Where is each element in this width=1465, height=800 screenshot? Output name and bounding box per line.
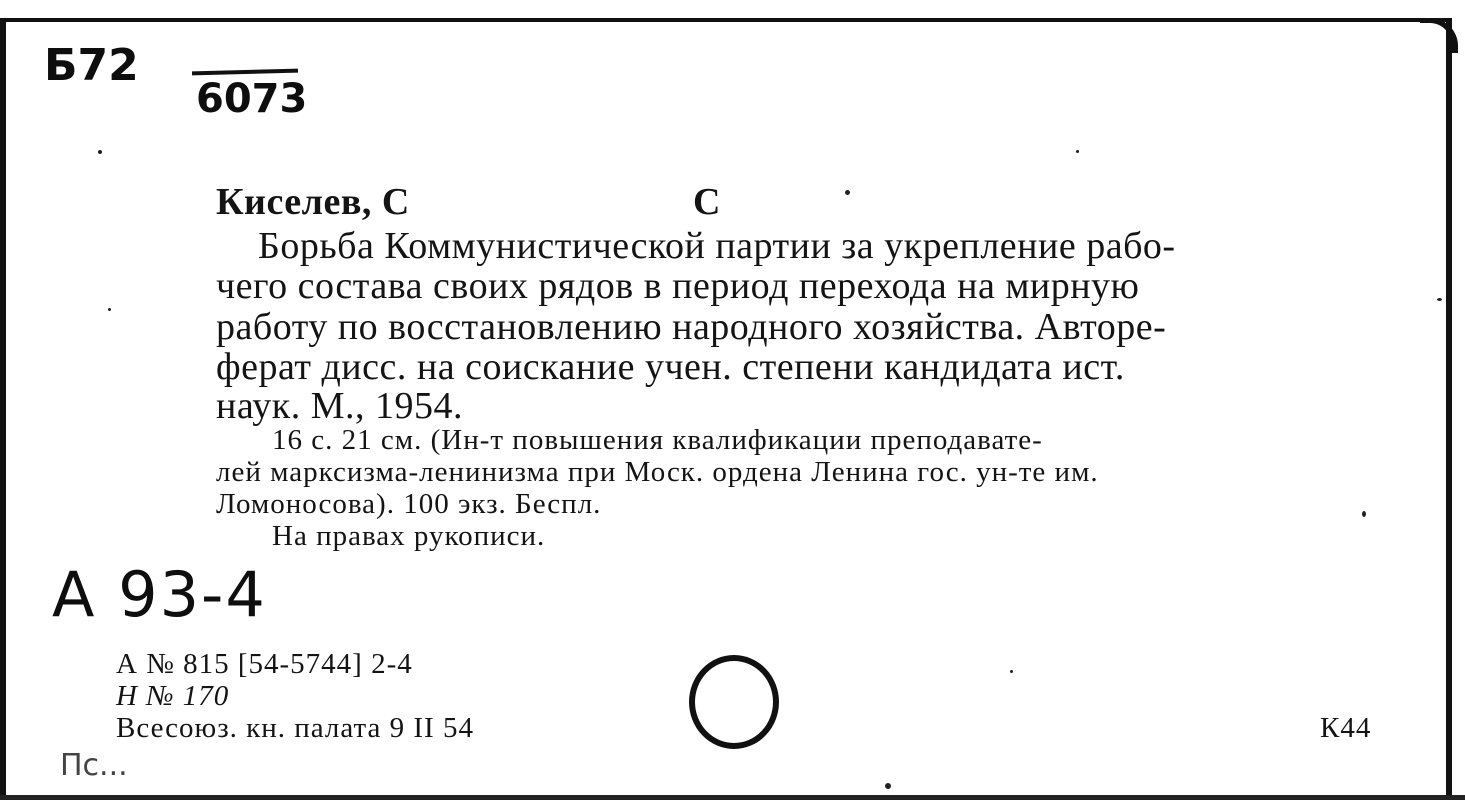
card-border-right [1446, 22, 1452, 800]
handwritten-index-code: А 93-4 [52, 558, 267, 631]
punch-hole-icon [688, 655, 784, 755]
registry-line-2: Н № 170 [116, 680, 230, 712]
registry-line-1: А № 815 [54-5744] 2-4 [116, 648, 413, 680]
shelf-number: Б72 [44, 40, 139, 91]
card-rounded-corner [1420, 18, 1458, 53]
registry-line-3: Всесоюз. кн. палата 9 II 54 [116, 712, 474, 744]
title-line-5: наук. М., 1954. [216, 385, 464, 427]
title-line-2: чего состава своих рядов в период перехода на мирную [216, 265, 1140, 307]
card-border-bottom [0, 795, 1465, 800]
title-line-4: ферат дисс. на соискание учен. степени кандидата ист. [216, 346, 1125, 388]
title-line-1: Борьба Коммунистической партии за укрепление рабо- [258, 225, 1176, 267]
details-line-1: 16 с. 21 см. (Ин-т повышения квалификации преподавате- [272, 424, 1043, 456]
bottom-scribble: Пс... [60, 748, 128, 783]
speck [108, 308, 111, 311]
details-line-4: На правах рукописи. [272, 520, 546, 552]
title-line-3: работу по восстановлению народного хозяйства. Авторе- [216, 306, 1167, 348]
author-initial-tail: С [693, 181, 721, 223]
card-border-top [0, 18, 1452, 22]
speck [1437, 298, 1442, 301]
speck [1362, 511, 1366, 517]
details-line-2: лей марксизма-ленинизма при Моск. ордена Ленина гос. ун-те им. [216, 456, 1099, 488]
speck [885, 783, 891, 789]
corner-code: К44 [1320, 712, 1372, 744]
speck [98, 150, 102, 154]
card-border-left [0, 18, 6, 800]
author-name: Киселев, С [216, 181, 410, 223]
speck [1010, 670, 1013, 673]
details-line-3: Ломоносова). 100 экз. Беспл. [216, 488, 602, 520]
inventory-number: 6073 [196, 76, 308, 122]
speck [845, 190, 850, 195]
fraction-line [192, 69, 298, 76]
speck [1076, 150, 1079, 153]
